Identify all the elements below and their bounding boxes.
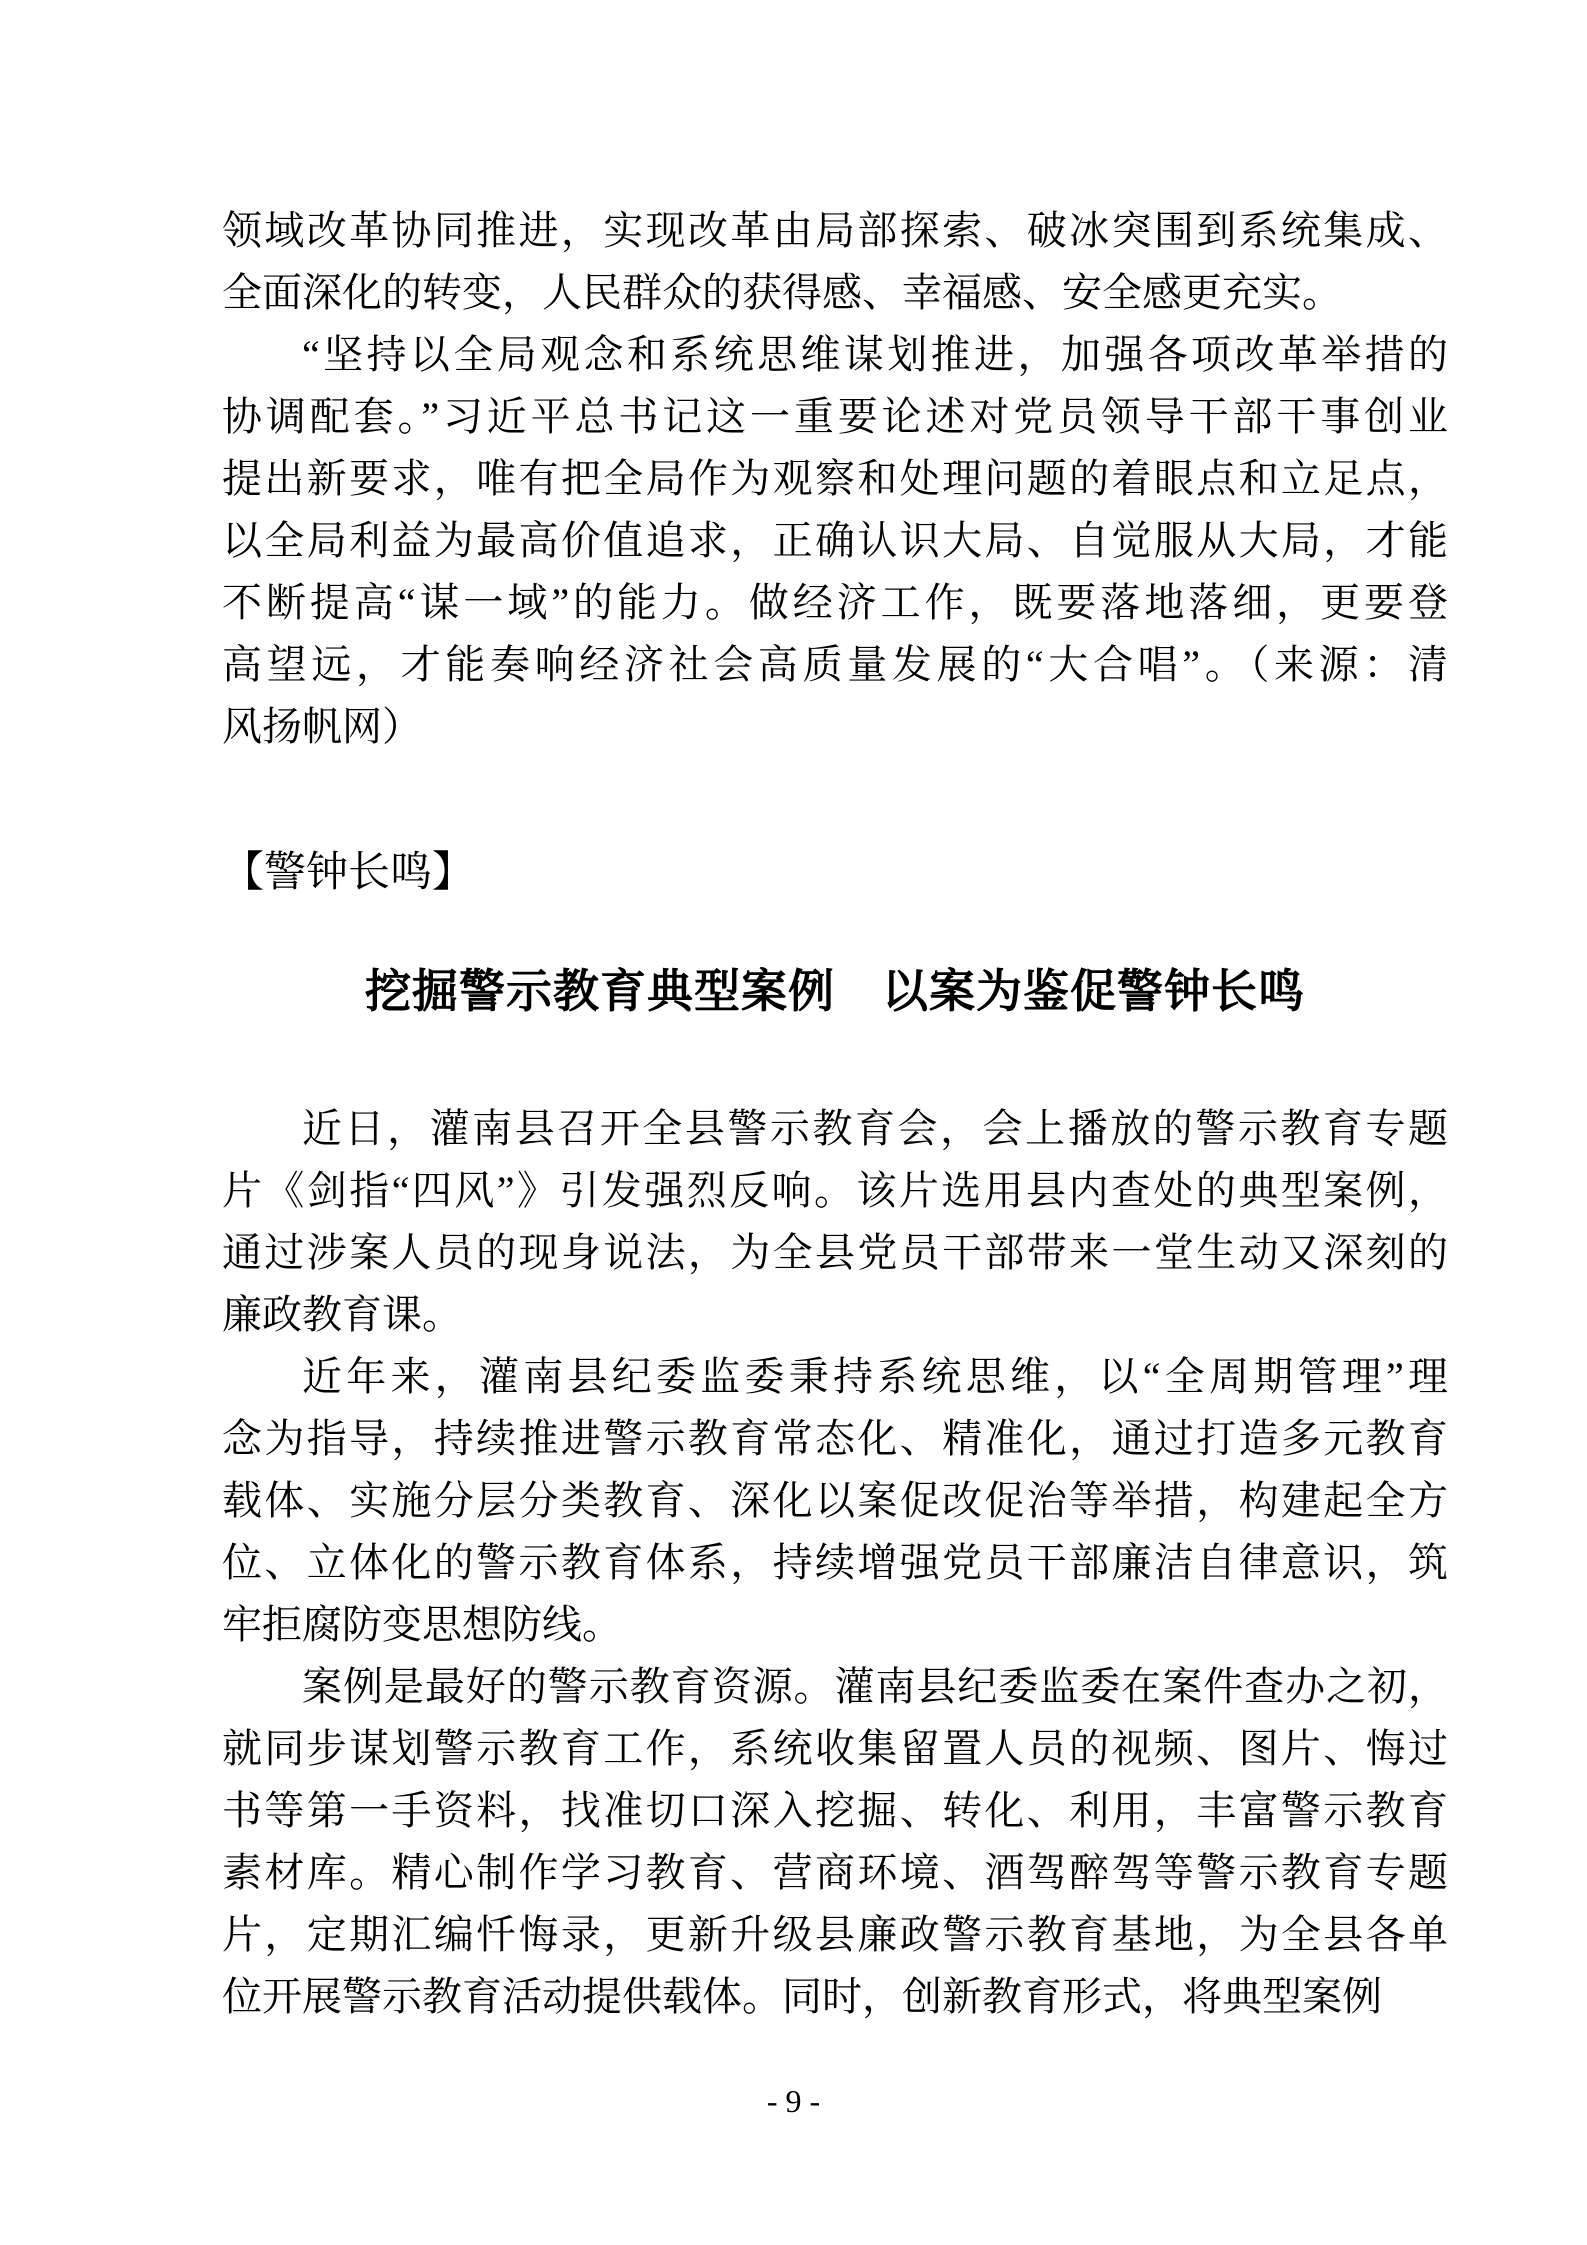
text-line: 近日，灌南县召开全县警示教育会，会上播放的警示教育专题 <box>302 1106 1448 1151</box>
text-line: 位开展警示教育活动提供载体。同时，创新教育形式，将典型案例 <box>222 1974 1382 2019</box>
text-line: 素材库。精心制作学习教育、营商环境、酒驾醉驾等警示教育专题 <box>222 1850 1448 1895</box>
text-line: 片，定期汇编忏悔录，更新升级县廉政警示教育基地，为全县各单 <box>222 1912 1448 1957</box>
page-content <box>222 200 1448 2028</box>
text-line: 牢拒腐防变思想防线。 <box>222 1602 622 1647</box>
text-line: 案例是最好的警示教育资源。灌南县纪委监委在案件查办之初， <box>302 1664 1448 1709</box>
text-line: 以全局利益为最高价值追求，正确认识大局、自觉服从大局，才能 <box>222 518 1448 563</box>
text-line: 廉政教育课。 <box>222 1292 462 1337</box>
paragraph <box>222 1656 1448 2028</box>
paragraph <box>222 200 1448 324</box>
text-line: 片《剑指“四风”》引发强烈反响。该片选用县内查处的典型案例， <box>222 1168 1448 1213</box>
article-paragraphs <box>222 1098 1448 2028</box>
paragraph <box>222 1346 1448 1656</box>
text-line: 风扬帆网） <box>222 704 422 749</box>
text-line: “坚持以全局观念和系统思维谋划推进，加强各项改革举措的 <box>302 332 1448 377</box>
text-line: 书等第一手资料，找准切口深入挖掘、转化、利用，丰富警示教育 <box>222 1788 1448 1833</box>
text-line: 领域改革协同推进，实现改革由局部探索、破冰突围到系统集成、 <box>222 208 1448 253</box>
text-line: 通过涉案人员的现身说法，为全县党员干部带来一堂生动又深刻的 <box>222 1230 1448 1275</box>
paragraph <box>222 1098 1448 1346</box>
paragraph <box>222 324 1448 758</box>
text-line: 位、立体化的警示教育体系，持续增强党员干部廉洁自律意识，筑 <box>222 1540 1448 1585</box>
text-line: 提出新要求，唯有把全局作为观察和处理问题的着眼点和立足点， <box>222 456 1448 501</box>
text-line: 高望远，才能奏响经济社会高质量发展的“大合唱”。（来源：清 <box>222 642 1448 687</box>
text-line: 全面深化的转变，人民群众的获得感、幸福感、安全感更充实。 <box>222 270 1342 315</box>
text-line: 近年来，灌南县纪委监委秉持系统思维，以“全周期管理”理 <box>302 1354 1448 1399</box>
text-line: 就同步谋划警示教育工作，系统收集留置人员的视频、图片、悔过 <box>222 1726 1448 1771</box>
section-header: 【警钟长鸣】 <box>222 850 475 896</box>
text-line: 协调配套。”习近平总书记这一重要论述对党员领导干部干事创业 <box>222 394 1448 439</box>
text-line: 念为指导，持续推进警示教育常态化、精准化，通过打造多元教育 <box>222 1416 1448 1461</box>
page-number: - 9 - <box>766 2083 821 2119</box>
text-line: 不断提高“谋一域”的能力。做经济工作，既要落地落细，更要登 <box>222 580 1448 625</box>
text-line: 载体、实施分层分类教育、深化以案促改促治等举措，构建起全方 <box>222 1478 1448 1523</box>
body-text-block <box>222 200 1448 758</box>
article-title: 挖掘警示教育典型案例 以案为鉴促警钟长鸣 <box>365 966 1305 1017</box>
